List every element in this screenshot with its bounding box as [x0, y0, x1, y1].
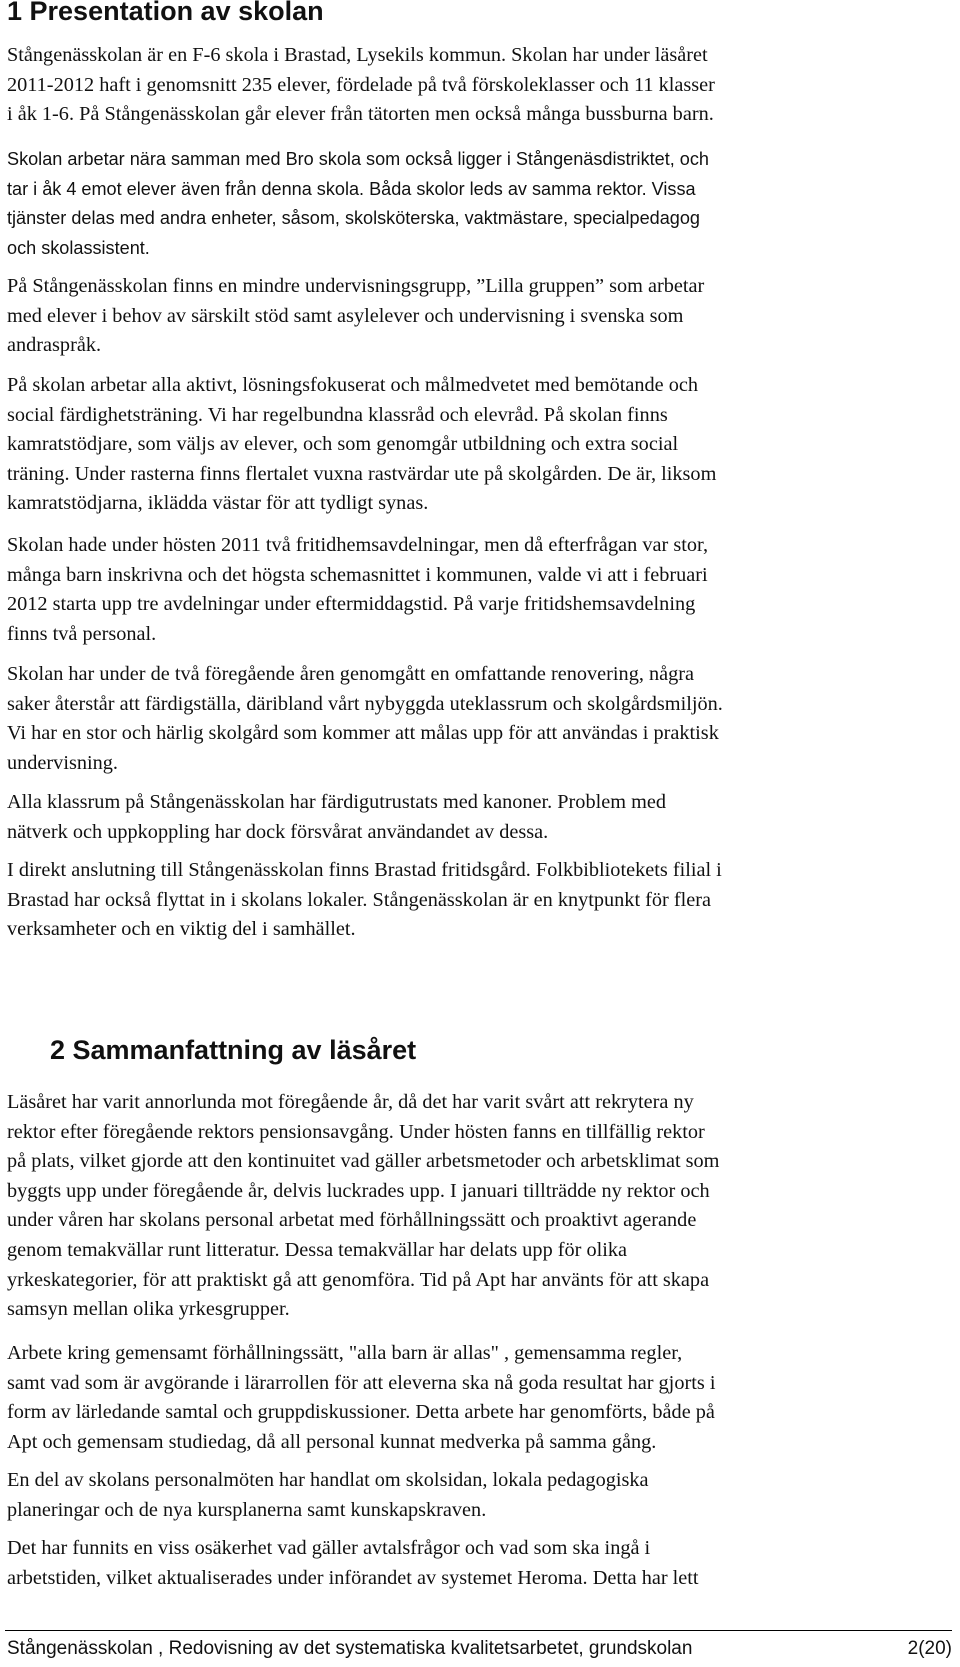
text-line: Skolan arbetar nära samman med Bro skola som också ligger i Stångenäsdistriktet, och — [7, 149, 709, 169]
paragraph-cooperation — [7, 145, 709, 263]
paragraph-intro — [7, 41, 715, 130]
text-line: under våren har skolans personal arbetat med förhållningssätt och proaktivt agerande — [7, 1209, 697, 1232]
text-line: träning. Under rasterna finns flertalet vuxna rastvärdar ute på skolgården. De är, liksom — [7, 462, 717, 485]
paragraph-community — [7, 856, 722, 945]
text-line: rektor efter föregående rektors pensionsavgång. Under hösten fanns en tillfällig rektor — [7, 1120, 705, 1143]
text-line: Skolan har under de två föregående åren genomgått en omfattande renovering, några — [7, 663, 695, 685]
text-line: En del av skolans personalmöten har handlat om skolsidan, lokala pedagogiska — [7, 1469, 649, 1491]
paragraph-year-summary — [7, 1088, 719, 1325]
text-line: många barn inskrivna och det högsta schemasnittet i kommunen, valde vi att i februari — [7, 563, 708, 586]
footer-divider — [5, 1630, 952, 1631]
text-line: tar i åk 4 emot elever även från denna skola. Båda skolor leds av samma rektor. Vissa — [7, 178, 696, 199]
text-line: Stångenässkolan är en F-6 skola i Brastad, Lysekils kommun. Skolan har under läsåret — [7, 44, 708, 66]
text-line: På skolan arbetar alla aktivt, lösningsfokuserat och målmedvetet med bemötande och — [7, 374, 699, 396]
text-line: Arbete kring gemensamt förhållningssätt, "alla barn är allas" , gemensamma regler, — [7, 1342, 683, 1364]
paragraph-classrooms — [7, 788, 666, 847]
text-line: med elever i behov av särskilt stöd samt asylelever och undervisning i svenska som — [7, 304, 684, 327]
text-line: i åk 1-6. På Stångenässkolan går elever från tätorten men också många bussburna barn. — [7, 103, 714, 126]
text-line: 2011-2012 haft i genomsnitt 235 elever, fördelade på två förskoleklasser och 11 klasser — [7, 73, 715, 96]
text-line: planeringar och de nya kursplanerna samt kunskapskraven. — [7, 1498, 487, 1521]
text-line: Vi har en stor och härlig skolgård som kommer att målas upp för att användas i praktisk — [7, 722, 719, 745]
text-line: social färdighetsträning. Vi har regelbundna klassråd och elevråd. På skolan finns — [7, 403, 668, 426]
paragraph-fritidshem — [7, 531, 708, 649]
text-line: Apt och gemensam studiedag, då all personal kunnat medverka på samma gång. — [7, 1430, 657, 1453]
text-line: Alla klassrum på Stångenässkolan har färdigutrustats med kanoner. Problem med — [7, 791, 666, 813]
text-line: samt vad som är avgörande i lärarrollen för att eleverna ska nå goda resultat har gjorts i — [7, 1371, 716, 1394]
text-line: och skolassistent. — [7, 237, 150, 258]
section-heading-1: 1 Presentation av skolan — [7, 0, 324, 26]
paragraph-common-approach — [7, 1339, 715, 1457]
text-line: arbetstiden, vilket aktualiserades under införandet av systemet Heroma. Detta har lett — [7, 1566, 699, 1589]
text-line: verksamheter och en viktig del i samhället. — [7, 918, 356, 941]
footer-document-title: Stångenässkolan , Redovisning av det systematiska kvalitetsarbetet, grundskolan — [7, 1638, 693, 1659]
text-line: Brastad har också flyttat in i skolans lokaler. Stångenässkolan är en knytpunkt för flera — [7, 888, 712, 911]
text-line: Det har funnits en viss osäkerhet vad gäller avtalsfrågor och vad som ska ingå i — [7, 1537, 651, 1559]
text-line: form av lärledande samtal och gruppdiskussioner. Detta arbete har genomförts, både på — [7, 1401, 715, 1424]
text-line: samsyn mellan olika yrkesgrupper. — [7, 1298, 290, 1321]
text-line: På Stångenässkolan finns en mindre undervisningsgrupp, ”Lilla gruppen” som arbetar — [7, 275, 705, 297]
paragraph-staff-meetings — [7, 1466, 649, 1525]
paragraph-uncertainty — [7, 1534, 699, 1593]
text-line: kamratstödjarna, iklädda västar för att tydligt synas. — [7, 492, 429, 515]
text-line: nätverk och uppkoppling har dock försvårat användandet av dessa. — [7, 820, 549, 843]
text-line: byggts upp under föregående år, delvis luckrades upp. I januari tillträdde ny rektor och — [7, 1179, 710, 1202]
paragraph-renovation — [7, 660, 723, 778]
text-line: finns två personal. — [7, 622, 157, 645]
text-line: 2012 starta upp tre avdelningar under eftermiddagstid. På varje fritidshemsavdelning — [7, 593, 696, 616]
text-line: Läsåret har varit annorlunda mot föregående år, då det har varit svårt att rekrytera ny — [7, 1091, 694, 1113]
paragraph-social-training — [7, 371, 716, 519]
text-line: I direkt anslutning till Stångenässkolan finns Brastad fritidsgård. Folkbibliotekets filial i — [7, 859, 722, 881]
text-line: yrkeskategorier, för att praktiskt gå att genomföra. Tid på Apt har använts för att skapa — [7, 1268, 710, 1291]
section-heading-2: 2 Sammanfattning av läsåret — [50, 1035, 417, 1065]
paragraph-lilla-gruppen — [7, 272, 704, 361]
text-line: Skolan hade under hösten 2011 två fritidhemsavdelningar, men då efterfrågan var stor, — [7, 534, 709, 556]
text-line: undervisning. — [7, 751, 118, 774]
text-line: kamratstödjare, som väljs av elever, och som genomgår utbildning och extra social — [7, 433, 679, 456]
text-line: tjänster delas med andra enheter, såsom, skolsköterska, vaktmästare, specialpedagog — [7, 208, 700, 229]
text-line: på plats, vilket gjorde att den kontinuitet vad gäller arbetsmetoder och arbetsklimat som — [7, 1150, 720, 1173]
text-line: andraspråk. — [7, 334, 102, 357]
text-line: genom temakvällar runt litteratur. Dessa temakvällar har delats upp för olika — [7, 1238, 628, 1261]
text-line: saker återstår att färdigställa, däribland vårt nybyggda uteklassrum och skolgårdsmiljön. — [7, 692, 723, 715]
footer-page-number: 2(20) — [907, 1638, 952, 1659]
